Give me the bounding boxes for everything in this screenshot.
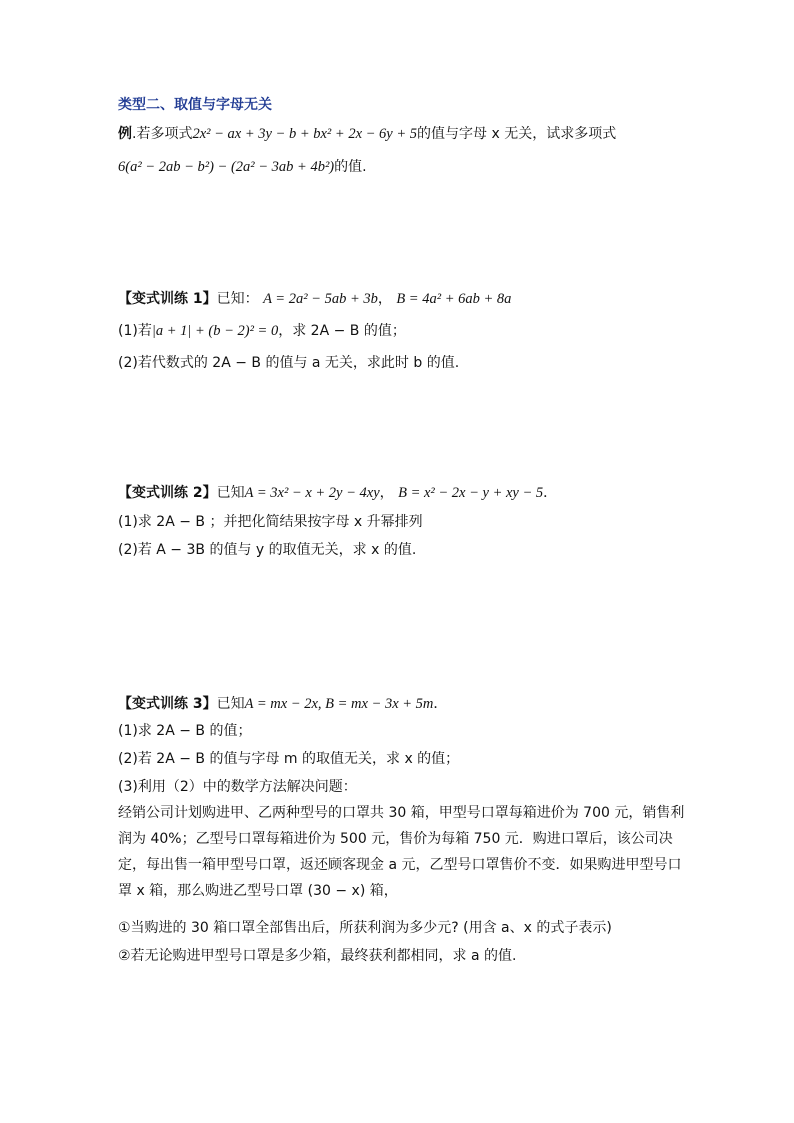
exercise3-end: ． [433, 696, 448, 712]
exercise2-end: ． [543, 485, 558, 501]
example-line-1 [118, 124, 616, 144]
example-suffix: 的值与字母 x 无关，试求多项式 [417, 126, 617, 142]
exercise1-intro: 已知： [216, 291, 259, 307]
exercise3-question2: (2)若 2A − B 的值与字母 m 的取值无关，求 x 的值； [118, 751, 460, 767]
exercise2-question1: (1)求 2A − B ；并把化简结果按字母 x 升幂排列 [118, 514, 423, 530]
exercise3-header [118, 694, 447, 714]
exercise1-question2: (2)若代数式的 2A − B 的值与 a 无关，求此时 b 的值. [118, 355, 460, 371]
exercise2-a-definition: A = 3x² − x + 2y − 4xy [244, 485, 380, 501]
exercise1-q1-prefix: (1)若 [118, 323, 152, 339]
exercise2-header [118, 483, 557, 503]
exercise3-problem-paragraph: 经销公司计划购进甲、乙两种型号的口罩共 30 箱，甲型号口罩每箱进价为 700 元，销售利润为 40%；乙型号口罩每箱进价为 500 元，售价为每箱 750 元．购进口罩后，该公司决定，每出售一箱甲型号口罩，返还顾客现金 a 元，乙型号口罩售价不变．如果购进甲型号口罩 x 箱，那么购进乙型号口罩 (30 − x) 箱， [118, 805, 685, 899]
example-prefix: .若多项式 [132, 126, 193, 142]
example-label: 例 [118, 126, 132, 142]
exercise1-b-definition: B = 4a² + 6ab + 8a [396, 291, 512, 307]
exercise2-question2: (2)若 A − 3B 的值与 y 的取值无关，求 x 的值. [118, 542, 417, 558]
exercise3-question1: (1)求 2A − B 的值； [118, 723, 252, 739]
exercise3-definitions: A = mx − 2x, B = mx − 3x + 5m [244, 696, 434, 712]
example-line2-suffix: 的值. [334, 159, 367, 175]
exercise1-q1-condition: |a + 1| + (b − 2)² = 0 [151, 323, 279, 339]
exercise3-intro: 已知 [216, 696, 245, 712]
exercise2-b-definition: B = x² − 2x − y + xy − 5 [398, 485, 544, 501]
example-expression: 6(a² − 2ab − b²) − (2a² − 3ab + 4b²) [118, 159, 335, 175]
exercise2-label: 【变式训练 2】 [118, 485, 217, 501]
exercise1-separator: ， [377, 291, 392, 307]
example-polynomial: 2x² − ax + 3y − b + bx² + 2x − 6y + 5 [192, 126, 418, 142]
exercise3-label: 【变式训练 3】 [118, 696, 217, 712]
exercise1-header [118, 289, 511, 309]
example-line-2 [118, 157, 367, 177]
exercise3-question3: (3)利用（2）中的数学方法解决问题： [118, 779, 357, 795]
exercise1-a-definition: A = 2a² − 5ab + 3b [263, 291, 378, 307]
exercise2-intro: 已知 [216, 485, 245, 501]
exercise3-subquestion2: ②若无论购进甲型号口罩是多少箱，最终获利都相同，求 a 的值. [118, 948, 517, 964]
exercise2-separator: ， [379, 485, 394, 501]
exercise1-label: 【变式训练 1】 [118, 291, 217, 307]
exercise1-question1 [118, 321, 406, 341]
section-title: 类型二、取值与字母无关 [118, 97, 272, 113]
exercise3-subquestion1: ①当购进的 30 箱口罩全部售出后，所获利润为多少元? (用含 a、x 的式子表示) [118, 920, 612, 936]
exercise1-q1-suffix: ，求 2A − B 的值； [278, 323, 406, 339]
